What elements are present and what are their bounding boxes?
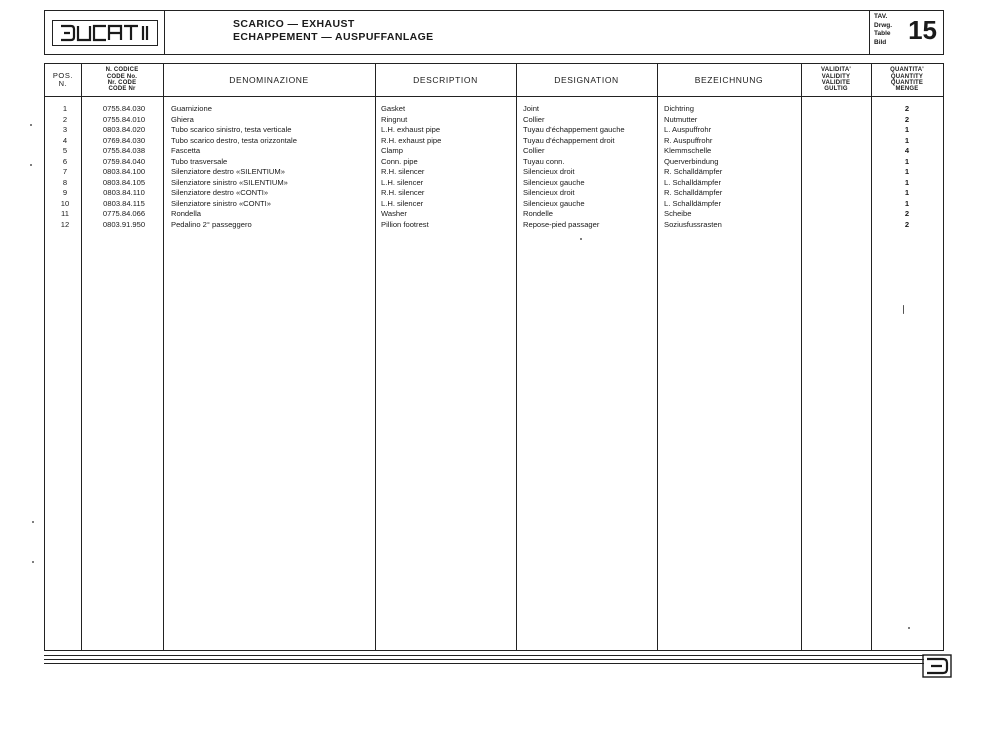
title-line-2: ECHAPPEMENT — AUSPUFFANLAGE <box>233 31 434 43</box>
cell-quantity: 1 <box>904 177 910 187</box>
col-header-german: BEZEICHNUNG <box>694 75 764 85</box>
cell-french: Tuyau d'échappement gauche <box>523 125 625 134</box>
col-header-quantity-line: QUANTITE <box>890 80 924 86</box>
table-row <box>45 104 943 115</box>
cell-quantity: 1 <box>904 125 910 134</box>
cell-pos: 5 <box>62 146 68 155</box>
cell-italian: Rondella <box>171 209 201 218</box>
cell-german: L. Schalldämpfer <box>664 198 721 208</box>
footer-rule <box>44 659 924 660</box>
cell-quantity: 2 <box>904 219 910 229</box>
label-bild: Bild <box>874 38 887 46</box>
cell-quantity: 4 <box>904 146 910 155</box>
label-table: Table <box>874 30 891 37</box>
col-header-quantity-line: MENGE <box>895 86 919 93</box>
cell-code: 0759.84.040 <box>102 156 146 166</box>
cell-italian: Guarnizione <box>171 104 212 113</box>
cell-quantity: 1 <box>904 167 910 176</box>
cell-german: Querverbindung <box>664 156 719 166</box>
cell-german: L. Auspuffrohr <box>664 125 712 134</box>
cell-quantity: 1 <box>904 188 910 197</box>
cell-german: Klemmschelle <box>664 146 712 155</box>
table-number: 15 <box>908 15 937 45</box>
cell-english: L.H. silencer <box>381 198 424 208</box>
cell-english: Washer <box>381 209 407 218</box>
table-row <box>45 178 943 189</box>
col-header-english: DESCRIPTION <box>413 75 478 85</box>
header-divider <box>45 96 943 97</box>
cell-german: Soziusfussrasten <box>664 219 722 229</box>
col-header-quantity-line: QUANTITA' <box>890 67 924 74</box>
cell-french: Silencieux droit <box>523 167 575 176</box>
cell-italian: Tubo scarico sinistro, testa verticale <box>171 125 292 134</box>
scan-speck <box>908 627 910 629</box>
cell-french: Tuyau conn. <box>523 156 565 166</box>
table-row <box>45 136 943 147</box>
cell-german: L. Schalldämpfer <box>664 177 721 187</box>
cell-french: Silencieux gauche <box>523 177 585 187</box>
parts-table <box>44 63 944 651</box>
title-line-1: SCARICO — EXHAUST <box>233 18 355 30</box>
cell-french: Collier <box>523 114 545 124</box>
cell-german: R. Auspuffrohr <box>664 135 713 145</box>
col-header-validity <box>801 64 871 96</box>
cell-code: 0803.84.115 <box>103 198 145 208</box>
cell-french: Repose-pied passager <box>523 219 600 229</box>
ducati-wordmark-icon <box>59 24 151 42</box>
cell-english: L.H. exhaust pipe <box>381 125 441 134</box>
col-header-validity-line: VALIDITY <box>821 73 851 80</box>
col-header-quantity <box>871 64 943 96</box>
cell-french: Joint <box>523 104 540 113</box>
table-row <box>45 199 943 210</box>
parts-rows <box>45 104 943 230</box>
cell-italian: Silenziatore sinistro «SILENTIUM» <box>171 177 288 187</box>
cell-pos: 2 <box>62 114 68 124</box>
table-row <box>45 157 943 168</box>
cell-pos: 3 <box>62 125 68 134</box>
col-header-quantity-line: QUANTITY <box>890 73 924 80</box>
cell-german: Dichtring <box>664 104 694 113</box>
cell-code: 0755.84.030 <box>102 104 146 113</box>
cell-code: 0803.84.110 <box>103 188 145 197</box>
cell-english: L.H. silencer <box>381 177 424 187</box>
table-row <box>45 125 943 136</box>
cell-french: Collier <box>523 146 545 155</box>
cell-pos: 7 <box>62 167 68 176</box>
brand-logo-cell <box>45 11 165 54</box>
cell-code: 0803.91.950 <box>102 219 146 229</box>
col-header-code <box>81 64 163 96</box>
label-tav: TAV. <box>874 13 888 20</box>
cell-italian: Silenziatore sinistro «CONTI» <box>171 198 272 208</box>
cell-english: Conn. pipe <box>381 156 418 166</box>
col-header-code-line: CODE No. <box>106 73 138 80</box>
cell-quantity: 1 <box>904 198 910 208</box>
cell-german: Nutmutter <box>664 114 698 124</box>
cell-german: R. Schalldämpfer <box>664 188 723 197</box>
col-header-validity-line: VALIDITE <box>821 80 851 86</box>
scan-speck <box>30 164 32 166</box>
cell-pos: 10 <box>60 198 70 208</box>
cell-italian: Pedalino 2° passeggero <box>171 219 252 229</box>
footer-rule <box>44 655 924 656</box>
cell-italian: Ghiera <box>171 114 194 124</box>
cell-pos: 6 <box>62 156 68 166</box>
cell-code: 0803.84.100 <box>102 167 146 176</box>
cell-code: 0803.84.020 <box>102 125 146 134</box>
cell-english: Ringnut <box>381 114 408 124</box>
ducati-logo <box>52 20 158 46</box>
cell-code: 0755.84.038 <box>102 146 146 155</box>
scan-speck <box>30 124 32 126</box>
cell-english: R.H. silencer <box>381 167 425 176</box>
cell-quantity: 2 <box>904 114 910 124</box>
cell-english: R.H. exhaust pipe <box>381 135 442 145</box>
label-drwg: Drwg. <box>874 21 893 29</box>
cell-quantity: 1 <box>904 135 910 145</box>
footer-rule <box>918 650 938 651</box>
cell-pos: 1 <box>62 104 68 113</box>
table-row <box>45 146 943 157</box>
cell-english: Gasket <box>381 104 406 113</box>
scan-speck <box>580 238 582 240</box>
cell-pos: 4 <box>62 135 68 145</box>
col-header-code-line: CODE Nr <box>108 86 136 93</box>
cell-italian: Silenziatore destro «SILENTIUM» <box>171 167 285 176</box>
col-header-pos-line: POS. <box>52 70 74 80</box>
sheet-title <box>233 18 434 44</box>
table-row <box>45 209 943 220</box>
table-row <box>45 188 943 199</box>
col-header-pos-line: N. <box>58 79 68 88</box>
col-header-french: DESIGNATION <box>554 75 619 85</box>
cell-pos: 9 <box>62 188 68 197</box>
col-header-pos <box>45 64 81 96</box>
cell-italian: Tubo scarico destro, testa orizzontale <box>171 135 297 145</box>
cell-quantity: 2 <box>904 209 910 218</box>
table-row <box>45 220 943 231</box>
cell-italian: Silenziatore destro «CONTI» <box>171 188 269 197</box>
cell-italian: Tubo trasversale <box>171 156 228 166</box>
cell-english: Pillion footrest <box>381 219 429 229</box>
table-row <box>45 167 943 178</box>
cell-french: Silencieux gauche <box>523 198 585 208</box>
cell-code: 0803.84.105 <box>102 177 146 187</box>
cell-quantity: 2 <box>904 104 910 113</box>
col-header-code-line: Nr. CODE <box>107 80 137 86</box>
scan-speck <box>32 561 34 563</box>
cell-german: Scheibe <box>664 209 692 218</box>
col-header-code-line: N. CODICE <box>105 67 139 74</box>
cell-pos: 8 <box>62 177 68 187</box>
cell-german: R. Schalldämpfer <box>664 167 723 176</box>
cell-french: Rondelle <box>523 209 553 218</box>
cell-code: 0769.84.030 <box>102 135 146 145</box>
footer-rule <box>44 663 924 664</box>
cell-english: R.H. silencer <box>381 188 425 197</box>
scan-speck <box>903 305 904 314</box>
cell-italian: Fascetta <box>171 146 201 155</box>
col-header-validity-line: GULTIG <box>824 86 848 93</box>
sheet-header <box>44 10 944 55</box>
col-header-italian: DENOMINAZIONE <box>229 75 309 85</box>
col-header-validity-line: VALIDITA' <box>820 67 851 74</box>
cell-french: Silencieux droit <box>523 188 575 197</box>
table-number-cell <box>869 11 943 54</box>
cell-quantity: 1 <box>904 156 910 166</box>
cell-code: 0755.84.010 <box>102 114 146 124</box>
cell-pos: 12 <box>60 219 70 229</box>
ducati-d-logo-icon <box>922 654 952 678</box>
cell-code: 0775.84.066 <box>102 209 146 218</box>
table-row <box>45 115 943 126</box>
cell-pos: 11 <box>61 209 69 218</box>
table-number-labels <box>874 13 892 47</box>
scan-speck <box>32 521 34 523</box>
cell-english: Clamp <box>381 146 403 155</box>
cell-french: Tuyau d'échappement droit <box>523 135 615 145</box>
